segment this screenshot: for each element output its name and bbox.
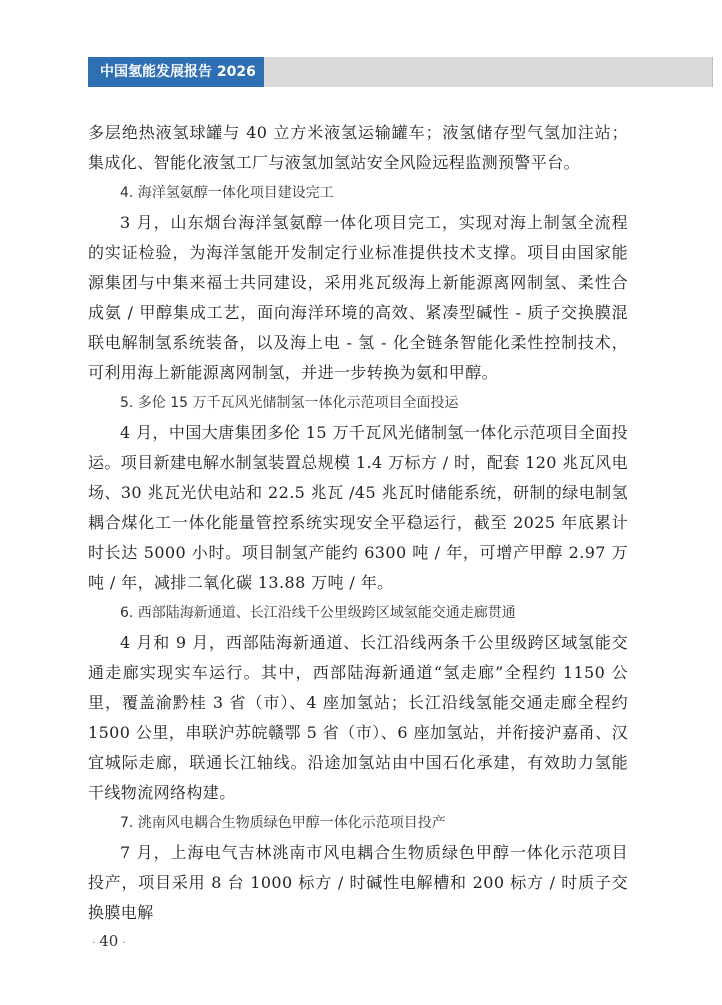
- paragraph-continued: 多层绝热液氢球罐与 40 立方米液氢运输罐车；液氢储存型气氢加注站；集成化、智能化液氢工厂与液氢加氢站安全风险远程监测预警平台。: [88, 123, 628, 172]
- paragraph-section-4: 3 月，山东烟台海洋氢氨醇一体化项目完工，实现对海上制氢全流程的实证检验，为海洋氢能开发制定行业标准提供技术支撑。项目由国家能源集团与中集来福士共同建设，采用兆瓦级海上新能源离网制氢、柔性合成氨 / 甲醇集成工艺，面向海洋环境的高效、紧凑型碱性 - 质子交换膜混联电解制氢系统装备，以及海上电 - 氢 - 化全链条智能化柔性控制技术，可利用海上新能源离网制氢，并进一步转换为氨和甲醇。: [88, 213, 628, 382]
- section-heading-5: 5. 多伦 15 万千瓦风光储制氢一体化示范项目全面投运: [120, 395, 459, 411]
- running-header-title: 中国氢能发展报告 2026: [88, 57, 264, 87]
- section-heading-4: 4. 海洋氢氨醇一体化项目建设完工: [120, 185, 334, 201]
- page-body: [88, 118, 628, 928]
- paragraph-section-6: 4 月和 9 月，西部陆海新通道、长江沿线两条千公里级跨区域氢能交通走廊实现实车运行。其中，西部陆海新通道“氢走廊”全程约 1150 公里，覆盖渝黔桂 3 省（市）、4 座加氢站；长江沿线氢能交通走廊全程约 1500 公里，串联沪苏皖赣鄂 5 省（市）、6 座加氢站，并衔接沪嘉甬、汉宜城际走廊，联通长江轴线。沿途加氢站由中国石化承建，有效助力氢能干线物流网络构建。: [88, 633, 628, 802]
- section-heading-7: 7. 洮南风电耦合生物质绿色甲醇一体化示范项目投产: [120, 815, 446, 831]
- page-number-dot-left: ·: [92, 938, 96, 949]
- page-number-value: 40: [99, 932, 119, 950]
- paragraph-section-7: 7 月，上海电气吉林洮南市风电耦合生物质绿色甲醇一体化示范项目投产，项目采用 8 台 1000 标方 / 时碱性电解槽和 200 标方 / 时质子交换膜电解: [88, 843, 628, 922]
- section-heading-6: 6. 西部陆海新通道、长江沿线千公里级跨区域氢能交通走廊贯通: [120, 605, 516, 621]
- paragraph-section-5: 4 月，中国大唐集团多伦 15 万千瓦风光储制氢一体化示范项目全面投运。项目新建电解水制氢装置总规模 1.4 万标方 / 时，配套 120 兆瓦风电场、30 兆瓦光伏电站和 22.5 兆瓦 /45 兆瓦时储能系统，研制的绿电制氢耦合煤化工一体化能量管控系统实现安全平稳运行，截至 2025 年底累计时长达 5000 小时。项目制氢产能约 6300 吨 / 年，可增产甲醇 2.97 万吨 / 年，减排二氧化碳 13.88 万吨 / 年。: [88, 423, 628, 592]
- page-number-dot-right: ·: [122, 938, 126, 949]
- page-number: [88, 932, 129, 950]
- page-edge-tab: [712, 57, 722, 87]
